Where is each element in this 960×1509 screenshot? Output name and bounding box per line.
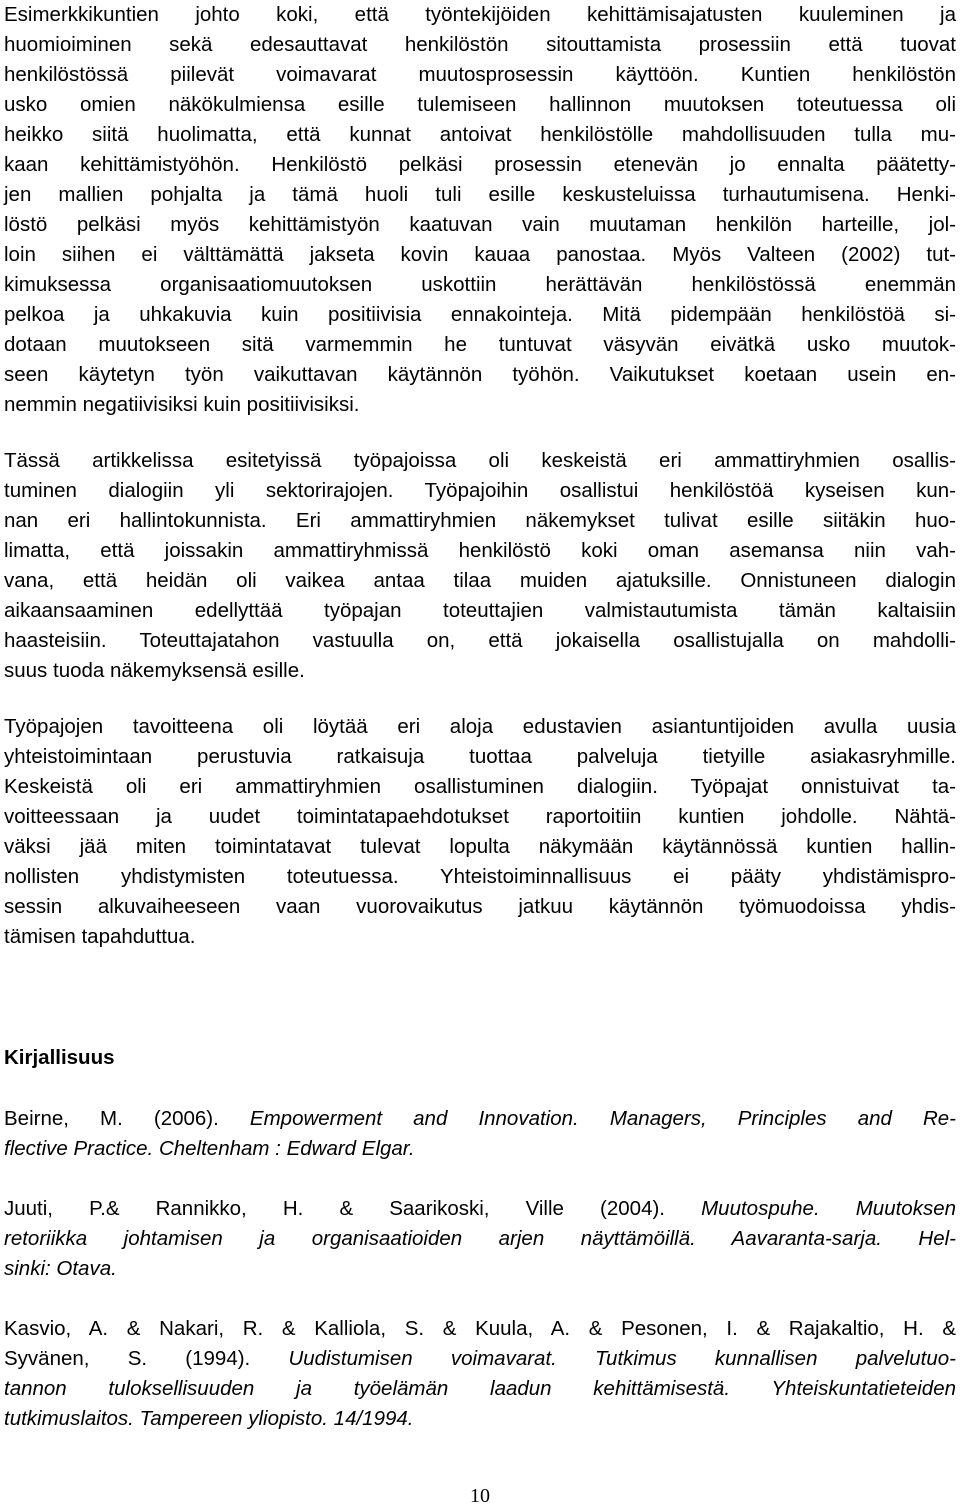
body-paragraph-1: [4, 0, 956, 420]
paragraph-line: haasteisiin. Toteuttajatahon vastuulla on, että jokaisella osallistujalla on mahdolli-: [4, 629, 956, 652]
paragraph-line: nemmin negatiivisiksi kuin positiivisiksi.: [4, 393, 360, 416]
paragraph-line: loin siihen ei välttämättä jakseta kovin kauaa panostaa. Myös Valteen (2002) tut-: [4, 243, 956, 266]
paragraph-line: tuminen dialogiin yli sektorirajojen. Työpajoihin osallistui henkilöstöä kyseisen kun-: [4, 479, 956, 502]
reference-author-text: Kasvio, A. & Nakari, R. & Kalliola, S. & Kuula, A. & Pesonen, I. & Rajakaltio, H. &: [4, 1317, 956, 1340]
reference-title-text: Muutospuhe. Muutoksen: [701, 1197, 957, 1220]
reference-author-text: Beirne, M. (2006).: [4, 1107, 250, 1130]
reference-item: [4, 1104, 956, 1164]
paragraph-line: aikaansaaminen edellyttää työpajan toteuttajien valmistautumista tämän kaltaisiin: [4, 599, 956, 622]
body-paragraph-2: [4, 446, 956, 686]
paragraph-line: Keskeistä oli eri ammattiryhmien osallistuminen dialogiin. Työpajat onnistuivat ta-: [4, 775, 956, 798]
paragraph-line: tämisen tapahduttua.: [4, 925, 196, 948]
paragraph-line: pelkoa ja uhkakuvia kuin positiivisia ennakointeja. Mitä pidempään henkilöstöä si-: [4, 303, 956, 326]
paragraph-line: seen käytetyn työn vaikuttavan käytännön työhön. Vaikutukset koetaan usein en-: [4, 363, 956, 386]
reference-title-text: retoriikka johtamisen ja organisaatioiden arjen näyttämöillä. Aavaranta-sarja. Hel-: [4, 1227, 956, 1250]
reference-line: [4, 1194, 956, 1224]
paragraph-line: Työpajojen tavoitteena oli löytää eri aloja edustavien asiantuntijoiden avulla uusia: [4, 715, 956, 738]
reference-line: [4, 1314, 956, 1344]
reference-item: [4, 1194, 956, 1284]
reference-title-text: Empowerment and Innovation. Managers, Principles and Re-: [249, 1107, 957, 1130]
paragraph-line: nollisten yhdistymisten toteutuessa. Yhteistoiminnallisuus ei pääty yhdistämispro-: [4, 865, 956, 888]
paragraph-line: kaan kehittämistyöhön. Henkilöstö pelkäsi prosessin etenevän jo ennalta päätetty-: [4, 153, 956, 176]
reference-line: [4, 1344, 956, 1374]
body-paragraph-3: [4, 712, 956, 952]
reference-line: [4, 1224, 956, 1254]
paragraph-line: nan eri hallintokunnista. Eri ammattiryhmien näkemykset tulivat esille siitäkin huo-: [4, 509, 956, 532]
paragraph-line: vana, että heidän oli vaikea antaa tilaa muiden ajatuksille. Onnistuneen dialogin: [4, 569, 956, 592]
reference-title-text: sinki: Otava.: [4, 1257, 117, 1280]
paragraph-line: usko omien näkökulmiensa esille tulemiseen hallinnon muutoksen toteutuessa oli: [4, 93, 956, 116]
paragraph-line: Tässä artikkelissa esitetyissä työpajoissa oli keskeistä eri ammattiryhmien osallis-: [4, 449, 956, 472]
paragraph-line: huomioiminen sekä edesauttavat henkilöstön sitouttamista prosessiin että tuovat: [4, 33, 956, 56]
paragraph-line: yhteistoimintaan perustuvia ratkaisuja tuottaa palveluja tietyille asiakasryhmille.: [4, 745, 956, 768]
paragraph-line: kimuksessa organisaatiomuutoksen uskottiin herättävän henkilöstössä enemmän: [4, 273, 956, 296]
reference-line: [4, 1254, 956, 1284]
reference-line: [4, 1104, 956, 1134]
paragraph-line: Esimerkkikuntien johto koki, että työntekijöiden kehittämisajatusten kuuleminen ja: [4, 3, 956, 26]
reference-line: [4, 1134, 956, 1164]
paragraph-line: limatta, että joissakin ammattiryhmissä henkilöstö koki oman asemansa niin vah-: [4, 539, 956, 562]
paragraph-line: henkilöstössä piilevät voimavarat muutosprosessin käyttöön. Kuntien henkilöstön: [4, 63, 956, 86]
references-heading: Kirjallisuus: [4, 1046, 115, 1069]
reference-title-text: tannon tuloksellisuuden ja työelämän laadun kehittämisestä. Yhteiskuntatieteiden: [4, 1377, 956, 1400]
paragraph-line: väksi jää miten toimintatavat tulevat lopulta näkymään käytännössä kuntien hallin-: [4, 835, 956, 858]
paragraph-line: voitteessaan ja uudet toimintatapaehdotukset raportoitiin kuntien johdolle. Nähtä-: [4, 805, 956, 828]
reference-title-text: flective Practice. Cheltenham : Edward Elgar.: [4, 1137, 415, 1160]
paragraph-line: dotaan muutokseen sitä varmemmin he tuntuvat väsyvän eivätkä usko muutok-: [4, 333, 956, 356]
reference-line: [4, 1404, 956, 1434]
paragraph-line: jen mallien pohjalta ja tämä huoli tuli esille keskusteluissa turhautumisena. Henki-: [4, 183, 956, 206]
paragraph-line: heikko siitä huolimatta, että kunnat antoivat henkilöstölle mahdollisuuden tulla mu-: [4, 123, 956, 146]
reference-line: [4, 1374, 956, 1404]
paragraph-line: sessin alkuvaiheeseen vaan vuorovaikutus jatkuu käytännön työmuodoissa yhdis-: [4, 895, 956, 918]
paragraph-line: löstö pelkäsi myös kehittämistyön kaatuvan vain muutaman henkilön harteille, jol-: [4, 213, 956, 236]
reference-author-text: Syvänen, S. (1994).: [4, 1347, 289, 1370]
reference-title-text: tutkimuslaitos. Tampereen yliopisto. 14/1994.: [4, 1407, 414, 1430]
reference-author-text: Juuti, P.& Rannikko, H. & Saarikoski, Ville (2004).: [4, 1197, 702, 1220]
page-number: 10: [470, 1485, 490, 1507]
reference-title-text: Uudistumisen voimavarat. Tutkimus kunnallisen palvelutuo-: [288, 1347, 956, 1370]
paragraph-line: suus tuoda näkemyksensä esille.: [4, 659, 305, 682]
reference-item: [4, 1314, 956, 1434]
